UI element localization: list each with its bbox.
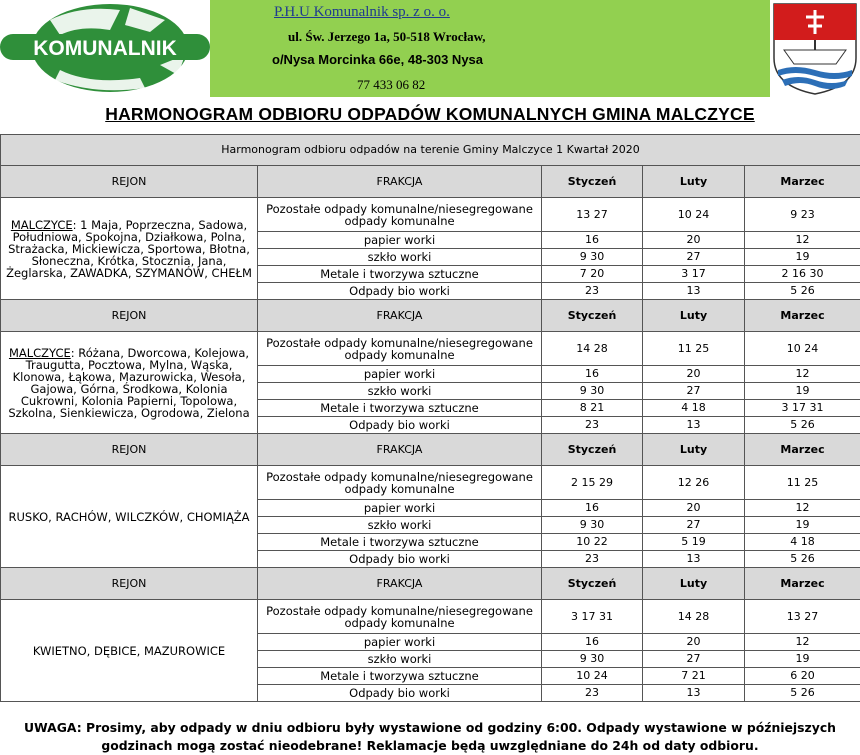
fraction-cell: Odpady bio worki bbox=[258, 283, 542, 300]
date-cell-m3: 5 26 bbox=[745, 685, 860, 702]
fraction-cell: szkło worki bbox=[258, 651, 542, 668]
region-streets: : Różana, Dworcowa, Kolejowa, Traugutta, Pocztowa, Mylna, Wąska, Klonowa, Łąkowa, Mazurowicka, Wesoła, Gajowa, Górna, Środkowa, Kolonia Cukrowni, Kolonia Papierni, Topolowa, Szkolna, Sienkiewicza, Ogrodowa, Zielona bbox=[8, 345, 250, 420]
column-header-m2: Luty bbox=[643, 434, 745, 466]
date-cell-m1: 8 21 bbox=[542, 400, 643, 417]
header-row bbox=[1, 166, 860, 198]
date-cell-m2: 3 17 bbox=[643, 266, 745, 283]
header-row bbox=[1, 568, 860, 600]
fraction-cell: Pozostałe odpady komunalne/niesegregowane odpady komunalne bbox=[258, 600, 542, 634]
date-cell-m1: 9 30 bbox=[542, 517, 643, 534]
column-header-fraction: FRAKCJA bbox=[258, 300, 542, 332]
column-header-region: REJON bbox=[1, 300, 258, 332]
table-row bbox=[1, 466, 860, 500]
fraction-cell: Odpady bio worki bbox=[258, 551, 542, 568]
fraction-cell: szkło worki bbox=[258, 249, 542, 266]
column-header-region: REJON bbox=[1, 434, 258, 466]
company-info-panel bbox=[210, 0, 770, 97]
date-cell-m1: 16 bbox=[542, 634, 643, 651]
company-name: P.H.U Komunalnik sp. z o. o. bbox=[274, 4, 450, 20]
date-cell-m2: 20 bbox=[643, 634, 745, 651]
fraction-cell: Metale i tworzywa sztuczne bbox=[258, 534, 542, 551]
column-header-region: REJON bbox=[1, 568, 258, 600]
fraction-cell: Pozostałe odpady komunalne/niesegregowane odpady komunalne bbox=[258, 466, 542, 500]
column-header-fraction: FRAKCJA bbox=[258, 434, 542, 466]
svg-text:KOMUNALNIK: KOMUNALNIK bbox=[33, 37, 177, 60]
column-header-fraction: FRAKCJA bbox=[258, 166, 542, 198]
date-cell-m2: 20 bbox=[643, 232, 745, 249]
date-cell-m2: 20 bbox=[643, 366, 745, 383]
date-cell-m1: 16 bbox=[542, 366, 643, 383]
fraction-cell: papier worki bbox=[258, 500, 542, 517]
date-cell-m2: 27 bbox=[643, 517, 745, 534]
date-cell-m3: 19 bbox=[745, 249, 860, 266]
column-header-m3: Marzec bbox=[745, 434, 860, 466]
date-cell-m3: 19 bbox=[745, 383, 860, 400]
date-cell-m3: 3 17 31 bbox=[745, 400, 860, 417]
date-cell-m1: 14 28 bbox=[542, 332, 643, 366]
column-header-m1: Styczeń bbox=[542, 434, 643, 466]
date-cell-m1: 9 30 bbox=[542, 651, 643, 668]
company-address-main: ul. Św. Jerzego 1a, 50-518 Wrocław, bbox=[288, 29, 486, 44]
date-cell-m3: 12 bbox=[745, 366, 860, 383]
notice-footer: UWAGA: Prosimy, aby odpady w dniu odbioru były wystawione od godziny 6:00. Odpady wystawione w późniejszych godzinach mogą zostać nieodebrane! Reklamacje będą uwzględniane do 24h od daty odbioru. bbox=[23, 720, 837, 753]
column-header-m3: Marzec bbox=[745, 300, 860, 332]
date-cell-m3: 13 27 bbox=[745, 600, 860, 634]
fraction-cell: papier worki bbox=[258, 366, 542, 383]
date-cell-m1: 10 24 bbox=[542, 668, 643, 685]
date-cell-m3: 12 bbox=[745, 500, 860, 517]
column-header-m3: Marzec bbox=[745, 166, 860, 198]
date-cell-m3: 9 23 bbox=[745, 198, 860, 232]
date-cell-m2: 27 bbox=[643, 383, 745, 400]
company-phone: 77 433 06 82 bbox=[357, 77, 426, 92]
letterhead bbox=[0, 0, 860, 97]
company-address-branch: o/Nysa Morcinka 66e, 48-303 Nysa bbox=[272, 52, 484, 67]
header-row bbox=[1, 434, 860, 466]
fraction-cell: Metale i tworzywa sztuczne bbox=[258, 668, 542, 685]
date-cell-m1: 16 bbox=[542, 500, 643, 517]
date-cell-m2: 5 19 bbox=[643, 534, 745, 551]
date-cell-m2: 12 26 bbox=[643, 466, 745, 500]
region-streets: KWIETNO, DĘBICE, MAZUROWICE bbox=[32, 643, 226, 658]
date-cell-m1: 2 15 29 bbox=[542, 466, 643, 500]
table-row bbox=[1, 332, 860, 366]
region-streets: RUSKO, RACHÓW, WILCZKÓW, CHOMIĄŻA bbox=[8, 509, 250, 524]
date-cell-m3: 2 16 30 bbox=[745, 266, 860, 283]
date-cell-m3: 19 bbox=[745, 651, 860, 668]
column-header-m1: Styczeń bbox=[542, 568, 643, 600]
date-cell-m2: 11 25 bbox=[643, 332, 745, 366]
header-row bbox=[1, 300, 860, 332]
date-cell-m3: 5 26 bbox=[745, 283, 860, 300]
date-cell-m2: 27 bbox=[643, 249, 745, 266]
table-row bbox=[1, 600, 860, 634]
date-cell-m1: 9 30 bbox=[542, 383, 643, 400]
date-cell-m1: 9 30 bbox=[542, 249, 643, 266]
fraction-cell: papier worki bbox=[258, 634, 542, 651]
date-cell-m1: 3 17 31 bbox=[542, 600, 643, 634]
column-header-m3: Marzec bbox=[745, 568, 860, 600]
fraction-cell: Metale i tworzywa sztuczne bbox=[258, 266, 542, 283]
date-cell-m1: 23 bbox=[542, 283, 643, 300]
date-cell-m3: 4 18 bbox=[745, 534, 860, 551]
company-logo bbox=[0, 0, 210, 97]
schedule-table bbox=[0, 134, 860, 702]
municipality-crest bbox=[770, 0, 860, 97]
column-header-fraction: FRAKCJA bbox=[258, 568, 542, 600]
date-cell-m3: 12 bbox=[745, 232, 860, 249]
table-row bbox=[1, 198, 860, 232]
region-cell bbox=[1, 332, 258, 434]
page-title: HARMONOGRAM ODBIORU ODPADÓW KOMUNALNYCH GMINA MALCZYCE bbox=[105, 104, 755, 124]
date-cell-m1: 16 bbox=[542, 232, 643, 249]
schedule-subtitle: Harmonogram odbioru odpadów na terenie Gminy Malczyce 1 Kwartał 2020 bbox=[1, 135, 860, 166]
column-header-m1: Styczeń bbox=[542, 300, 643, 332]
fraction-cell: papier worki bbox=[258, 232, 542, 249]
date-cell-m2: 20 bbox=[643, 500, 745, 517]
region-cell bbox=[1, 198, 258, 300]
region-cell bbox=[1, 600, 258, 702]
region-town: MALCZYCE bbox=[8, 345, 71, 360]
date-cell-m2: 10 24 bbox=[643, 198, 745, 232]
date-cell-m3: 5 26 bbox=[745, 551, 860, 568]
date-cell-m1: 23 bbox=[542, 551, 643, 568]
date-cell-m2: 13 bbox=[643, 551, 745, 568]
date-cell-m2: 4 18 bbox=[643, 400, 745, 417]
date-cell-m3: 5 26 bbox=[745, 417, 860, 434]
fraction-cell: Pozostałe odpady komunalne/niesegregowane odpady komunalne bbox=[258, 198, 542, 232]
fraction-cell: Pozostałe odpady komunalne/niesegregowane odpady komunalne bbox=[258, 332, 542, 366]
fraction-cell: Odpady bio worki bbox=[258, 685, 542, 702]
column-header-m2: Luty bbox=[643, 166, 745, 198]
date-cell-m2: 7 21 bbox=[643, 668, 745, 685]
date-cell-m1: 10 22 bbox=[542, 534, 643, 551]
date-cell-m1: 23 bbox=[542, 417, 643, 434]
date-cell-m2: 14 28 bbox=[643, 600, 745, 634]
fraction-cell: Metale i tworzywa sztuczne bbox=[258, 400, 542, 417]
date-cell-m3: 11 25 bbox=[745, 466, 860, 500]
date-cell-m1: 7 20 bbox=[542, 266, 643, 283]
date-cell-m3: 12 bbox=[745, 634, 860, 651]
region-town: MALCZYCE bbox=[10, 217, 73, 232]
column-header-m2: Luty bbox=[643, 568, 745, 600]
column-header-m1: Styczeń bbox=[542, 166, 643, 198]
fraction-cell: Odpady bio worki bbox=[258, 417, 542, 434]
region-cell bbox=[1, 466, 258, 568]
date-cell-m2: 27 bbox=[643, 651, 745, 668]
region-streets: : 1 Maja, Poprzeczna, Sadowa, Południowa, Spokojna, Działkowa, Polna, Strażacka, Mickiewicza, Sportowa, Błotna, Słoneczna, Krótka, Stocznia, Jana, Żeglarska, ZAWADKA, SZYMANÓW, CHEŁM bbox=[6, 217, 252, 280]
date-cell-m2: 13 bbox=[643, 685, 745, 702]
date-cell-m2: 13 bbox=[643, 283, 745, 300]
date-cell-m3: 6 20 bbox=[745, 668, 860, 685]
column-header-region: REJON bbox=[1, 166, 258, 198]
date-cell-m2: 13 bbox=[643, 417, 745, 434]
globe-logo-icon bbox=[0, 0, 210, 97]
fraction-cell: szkło worki bbox=[258, 517, 542, 534]
date-cell-m1: 13 27 bbox=[542, 198, 643, 232]
fraction-cell: szkło worki bbox=[258, 383, 542, 400]
date-cell-m3: 19 bbox=[745, 517, 860, 534]
schedule-subtitle-row bbox=[1, 135, 860, 166]
column-header-m2: Luty bbox=[643, 300, 745, 332]
date-cell-m3: 10 24 bbox=[745, 332, 860, 366]
coat-of-arms-icon bbox=[770, 0, 860, 97]
date-cell-m1: 23 bbox=[542, 685, 643, 702]
